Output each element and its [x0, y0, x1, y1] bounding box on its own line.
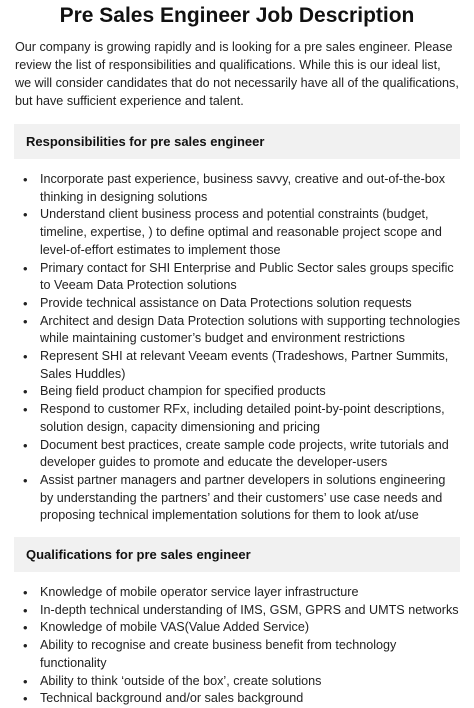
responsibilities-heading: Responsibilities for pre sales engineer: [14, 124, 460, 159]
qualifications-list: [0, 584, 474, 708]
responsibility-item: • Understand client business process and potential constraints (budget, timeline, expertise, ) to define optimal and reasonable project scope and level-of-effort estimates to implement those: [0, 206, 474, 259]
responsibility-item: • Respond to customer RFx, including detailed point-by-point descriptions, solution design, capacity dimensioning and pricing: [0, 401, 474, 436]
responsibility-item: • Architect and design Data Protection solutions with supporting technologies while maintaining customer’s budget and environment restrictions: [0, 313, 474, 348]
responsibility-item: • Being field product champion for specified products: [0, 383, 474, 401]
responsibility-item: • Represent SHI at relevant Veeam events (Tradeshows, Partner Summits, Sales Huddles): [0, 348, 474, 383]
qualification-item: • Knowledge of mobile operator service layer infrastructure: [0, 584, 474, 602]
intro-paragraph: Our company is growing rapidly and is looking for a pre sales engineer. Please review the list of responsibilities and qualifications. While this is our ideal list, we will consider candidates that do not necessarily have all of the qualifications, but have sufficient experience and talent.: [15, 40, 459, 108]
responsibility-item: • Document best practices, create sample code projects, write tutorials and developer guides to promote and educate the developer-users: [0, 437, 474, 472]
responsibilities-list: [0, 171, 474, 525]
qualification-item: • Ability to recognise and create business benefit from technology functionality: [0, 637, 474, 672]
qualification-item: • Ability to think ‘outside of the box’, create solutions: [0, 673, 474, 691]
page-title: Pre Sales Engineer Job Description: [59, 4, 415, 27]
qualifications-heading: Qualifications for pre sales engineer: [14, 537, 460, 572]
responsibility-item: • Primary contact for SHI Enterprise and Public Sector sales groups specific to Veeam Data Protection solutions: [0, 260, 474, 295]
qualification-item: • In-depth technical understanding of IMS, GSM, GPRS and UMTS networks: [0, 602, 474, 620]
qualification-item: • Technical background and/or sales background: [0, 690, 474, 708]
responsibility-item: • Provide technical assistance on Data Protections solution requests: [0, 295, 474, 313]
responsibility-item: • Incorporate past experience, business savvy, creative and out-of-the-box thinking in designing solutions: [0, 171, 474, 206]
qualification-item: • Knowledge of mobile VAS(Value Added Service): [0, 619, 474, 637]
responsibility-item: • Assist partner managers and partner developers in solutions engineering by understanding the partners’ and their customers’ use case needs and proposing technical implementation solutions for them to look at/use: [0, 472, 474, 525]
